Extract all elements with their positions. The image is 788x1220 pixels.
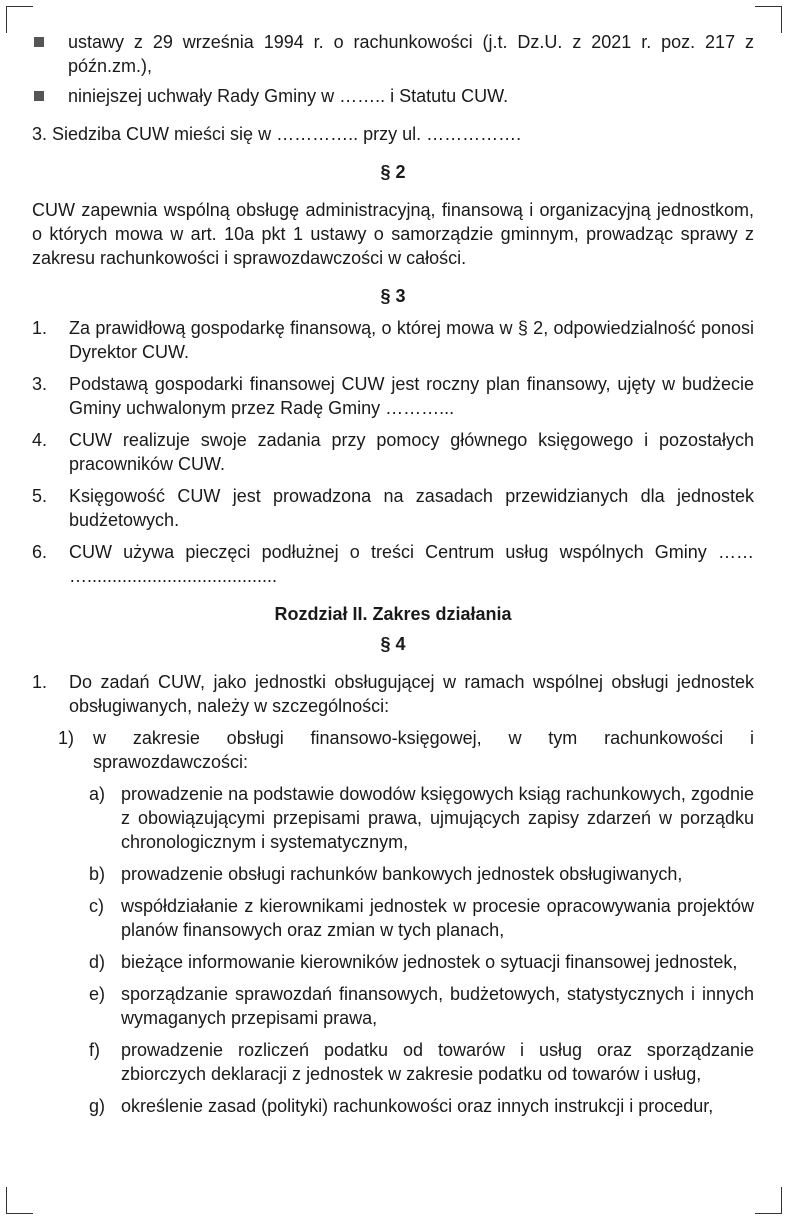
letter-item [89, 1094, 754, 1118]
letter-item [89, 950, 754, 974]
document-page [32, 30, 754, 1118]
numbered-item [32, 316, 754, 364]
crop-mark-top-right [755, 6, 782, 33]
sub-item-number: 1) [58, 728, 75, 748]
list-item [32, 30, 754, 78]
crop-mark-top-left [6, 6, 33, 33]
sub-item-text: w zakresie obsługi finansowo-księgowej, w tym rachunkowości i sprawozdawczości: [93, 728, 754, 772]
letter-item-text: prowadzenie obsługi rachunków bankowych jednostek obsługiwanych, [121, 864, 683, 884]
numbered-item [32, 428, 754, 476]
numbered-item [32, 540, 754, 588]
sub-item [58, 726, 754, 774]
item-number: 3. [32, 374, 48, 394]
item-text: Za prawidłową gospodarkę finansową, o której mowa w § 2, odpowiedzialność ponosi Dyrektor CUW. [69, 318, 754, 362]
letter-label: a) [89, 784, 106, 804]
item-text: Do zadań CUW, jako jednostki obsługującej w ramach wspólnej obsługi jednostek obsługiwanych, należy w szczególności: [69, 672, 754, 716]
list-item [32, 84, 754, 108]
numbered-item [32, 484, 754, 532]
list-item-text: niniejszej uchwały Rady Gminy w …….. i Statutu CUW. [68, 86, 509, 106]
letter-item [89, 1038, 754, 1086]
seat-clause: 3. Siedziba CUW mieści się w ………….. przy ul. ……………. [32, 124, 522, 144]
letter-item [89, 782, 754, 854]
numbered-item [32, 670, 754, 718]
item-number: 5. [32, 486, 48, 506]
letter-label: g) [89, 1096, 106, 1116]
letter-label: c) [89, 896, 104, 916]
letter-item [89, 862, 754, 886]
section-heading-3: § 3 [380, 286, 406, 306]
item-number: 1. [32, 672, 48, 692]
letter-item-text: prowadzenie rozliczeń podatku od towarów i usług oraz sporządzanie zbiorczych deklaracji z jednostek w zakresie podatku od towarów i usług, [121, 1040, 754, 1084]
chapter-title: Rozdział II. Zakres działania [274, 604, 512, 624]
letter-item-text: prowadzenie na podstawie dowodów księgowych ksiąg rachunkowych, zgodnie z obowiązującymi przepisami prawa, ujmujących zapisy zdarzeń w porządku chronologicznym i systematycznym, [121, 784, 754, 852]
item-text: CUW realizuje swoje zadania przy pomocy głównego księgowego i pozostałych pracowników CUW. [69, 430, 754, 474]
item-number: 1. [32, 318, 48, 338]
section-heading-2: § 2 [380, 162, 406, 182]
item-text: Podstawą gospodarki finansowej CUW jest roczny plan finansowy, ujęty w budżecie Gminy uchwalonym przez Radę Gminy ………... [69, 374, 754, 418]
item-text: CUW używa pieczęci podłużnej o treści Centrum usług wspólnych Gminy …… …...................................... [69, 542, 754, 586]
bullet-square-icon [32, 84, 68, 108]
letter-label: e) [89, 984, 106, 1004]
item-number: 6. [32, 542, 48, 562]
section-2-text: CUW zapewnia wspólną obsługę administracyjną, finansową i organizacyjną jednostkom, o których mowa w art. 10a pkt 1 ustawy o samorządzie gminnym, prowadząc sprawy z zakresu rachunkowości i sprawozdawczości w całości. [32, 200, 754, 268]
crop-mark-bottom-right [755, 1187, 782, 1214]
letter-label: b) [89, 864, 106, 884]
crop-mark-bottom-left [6, 1187, 33, 1214]
letter-label: f) [89, 1040, 100, 1060]
letter-item-text: współdziałanie z kierownikami jednostek w procesie opracowywania projektów planów finansowych oraz zmian w tych planach, [121, 896, 754, 940]
letter-item [89, 982, 754, 1030]
letter-item-text: bieżące informowanie kierowników jednostek o sytuacji finansowej jednostek, [121, 952, 738, 972]
letter-label: d) [89, 952, 106, 972]
section-heading-4: § 4 [380, 634, 406, 654]
letter-item-text: określenie zasad (polityki) rachunkowości oraz innych instrukcji i procedur, [121, 1096, 714, 1116]
item-text: Księgowość CUW jest prowadzona na zasadach przewidzianych dla jednostek budżetowych. [69, 486, 754, 530]
list-item-text: ustawy z 29 września 1994 r. o rachunkowości (j.t. Dz.U. z 2021 r. poz. 217 z późn.zm.), [68, 32, 754, 76]
letter-item-text: sporządzanie sprawozdań finansowych, budżetowych, statystycznych i innych wymaganych przepisami prawa, [121, 984, 754, 1028]
item-number: 4. [32, 430, 48, 450]
bullet-square-icon [32, 30, 68, 78]
numbered-item [32, 372, 754, 420]
letter-item [89, 894, 754, 942]
